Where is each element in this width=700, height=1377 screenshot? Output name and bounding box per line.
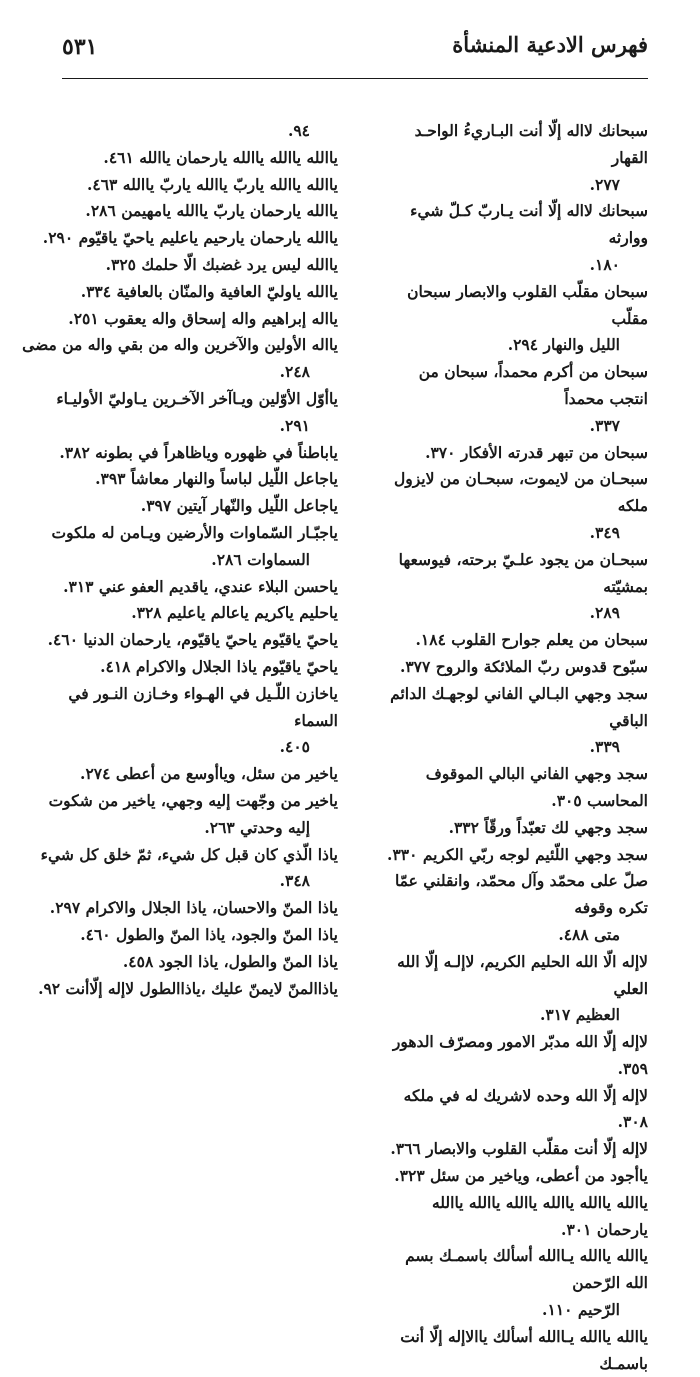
index-entry: ياخازن اللّـيل في الهـواء وخـازن النـور في السماء bbox=[68, 683, 338, 730]
index-entry-page: ٣٣٧. bbox=[589, 415, 620, 435]
index-entry-page: ٢٤٨. bbox=[279, 362, 310, 382]
page-header bbox=[62, 32, 648, 66]
index-entry: سجد وجهي الفاني البالي الموقوف المحاسب ٣٠٥. bbox=[425, 764, 648, 810]
index-entry: ياذاالمنّ لايمنّ عليك ،ياذاالطول لاإله إلّاأنت ٩٢. bbox=[38, 978, 338, 998]
index-entry-page: ٣٤٩. bbox=[589, 522, 620, 542]
index-entry-page: ٢٧٧. bbox=[589, 174, 620, 194]
index-entry: ياذا المنّ والجود، ياذا المنّ والطول ٤٦٠. bbox=[80, 924, 338, 944]
index-entry: سبحـان من لايموت، سبحـان من لايزول ملكه bbox=[394, 469, 648, 516]
header-rule bbox=[62, 78, 648, 79]
index-entry: ياذا المنّ والطول، ياذا الجود ٤٥٨. bbox=[122, 951, 338, 971]
index-entry: ياذا الّذي كان قبل كل شيء، ثمّ خلق كل شيء bbox=[40, 844, 338, 864]
index-entry-continuation: السماوات ٢٨٦. bbox=[211, 549, 310, 569]
index-entry-page: ٩٤. bbox=[287, 121, 310, 140]
index-entry: ياالله يارحمان يارحيم ياعليم ياحيّ ياقيّوم ٢٩٠. bbox=[42, 228, 338, 248]
index-column-right bbox=[378, 118, 648, 1373]
index-entry: ياأجود من أعطى، وياخير من سئل ٣٢٣. bbox=[394, 1166, 648, 1186]
index-entry: لاإله الّا الله الحليم الكريم، لاإلـه إلّا الله العلي bbox=[397, 951, 648, 998]
index-entry: سبحان من تبهر قدرته الأفكار ٣٧٠. bbox=[425, 442, 648, 462]
index-entry: يااله إبراهيم واله إسحاق واله يعقوب ٢٥١. bbox=[68, 308, 338, 328]
index-entry: سبحـان من يجود علـيّ برحته، فيوسعها بمشيّته bbox=[398, 549, 648, 596]
index-entry: لاإله إلّا الله مدبّر الامور ومصرّف الدهور ٣٥٩. bbox=[392, 1032, 648, 1078]
index-entry: ياجبّـار السّماوات والأرضين ويـامن له ملكوت bbox=[51, 522, 338, 542]
index-entry: ياالله ياالله يـاالله أسألك ياالاإله إلّا أنت باسمـك bbox=[400, 1326, 648, 1373]
index-entry: صلّ على محمّد وآل محمّد، وانقلني عمّا تكره وقوفه bbox=[394, 871, 648, 918]
index-entry-continuation: إليه وحدتي ٢٦٣. bbox=[204, 817, 310, 837]
running-title: فهرس الادعية المنشأة bbox=[452, 32, 648, 57]
index-entry: ياذا المنّ والاحسان، ياذا الجلال والاكرام ٢٩٧. bbox=[49, 898, 338, 918]
index-entry: سجد وجهي لك تعبّداً ورقّاً ٣٣٢. bbox=[448, 817, 648, 837]
index-entry: سجد وجهي اللّئيم لوجه ربّي الكريم ٣٣٠. bbox=[387, 844, 648, 864]
index-entry-page: ٣٤٨. bbox=[279, 871, 310, 891]
index-entry: سبّوح قدوس ربّ الملائكة والروح ٣٧٧. bbox=[399, 656, 648, 676]
index-entry: لاإله إلّا الله وحده لاشريك له في ملكه ٣٠٨. bbox=[403, 1085, 648, 1132]
index-entry: ياحيّ ياقيّوم ياذا الجلال والاكرام ٤١٨. bbox=[100, 656, 338, 676]
index-entry: ياجاعل اللّيل والنّهار آيتين ٣٩٧. bbox=[140, 496, 338, 516]
index-entry: سجد وجهي البـالي الفاني لوجهـك الدائم الباقي bbox=[390, 683, 648, 730]
index-entry: سبحانك لااله إلّا أنت يـاربّ كـلّ شيء ووارثه bbox=[410, 201, 648, 248]
index-entry: ياجاعل اللّيل لباساً والنهار معاشاً ٣٩٣. bbox=[95, 469, 338, 489]
index-entry: سبحان مقلّب القلوب والابصار سبحان مقلّب bbox=[407, 281, 648, 328]
index-entry: ياباطناً في ظهوره وياظاهراً في بطونه ٣٨٢. bbox=[59, 442, 338, 462]
index-entry: ياالله ياوليّ العافية والمنّان بالعافية ٣٣٤. bbox=[80, 281, 338, 301]
index-entry: سبحانك لااله إلّا أنت البـاريءُ الواحـد القهار bbox=[414, 121, 648, 167]
page-number: ٥٣١ bbox=[62, 34, 98, 60]
index-entry: لاإله إلّا أنت مقلّب القلوب والابصار ٣٦٦. bbox=[390, 1139, 648, 1159]
index-entry-page: ٢٨٩. bbox=[589, 603, 620, 623]
index-entry: ياأوّل الأوّلين ويـاآخر الآخـرين يـاوليّ الأوليـاء bbox=[56, 388, 338, 408]
index-entry: ياالله يارحمان ياربّ ياالله يامهيمن ٢٨٦. bbox=[85, 201, 338, 221]
index-entry: ياالله ياالله ياربّ ياالله ياربّ ياالله ٤٦٣. bbox=[86, 174, 338, 194]
index-entry: ياحليم ياكريم ياعالم ياعليم ٣٢٨. bbox=[131, 603, 338, 623]
index-entry-continuation: الليل والنهار ٢٩٤. bbox=[507, 335, 620, 355]
index-entry: ياالله ليس يرد غضبك الّا حلمك ٣٢٥. bbox=[105, 254, 338, 274]
index-entry: ياحسن البلاء عندي، ياقديم العفو عني ٣١٣. bbox=[63, 576, 338, 596]
index-entry-page: ٣٣٩. bbox=[589, 737, 620, 757]
index-entry-page: ١٨٠. bbox=[589, 254, 620, 274]
index-entry: ياالله ياالله ياالله ياالله ياالله ياالله يارحمان ٣٠١. bbox=[431, 1192, 648, 1239]
index-entry-continuation: متى ٤٨٨. bbox=[558, 924, 620, 944]
index-entry: يااله الأولين والآخرين واله من بقي واله من مضى bbox=[22, 335, 338, 355]
index-entry-continuation: الرّحيم ١١٠. bbox=[542, 1300, 620, 1320]
index-entry-page: ٢٩١. bbox=[279, 415, 310, 435]
index-entry: ياحيّ ياقيّوم ياحيّ ياقيّوم، يارحمان الدنيا ٤٦٠. bbox=[47, 630, 338, 650]
index-entry: ياالله ياالله ياالله يارحمان ياالله ٤٦١. bbox=[103, 147, 338, 167]
index-entry-page: ٤٠٥. bbox=[279, 737, 310, 757]
index-column-left bbox=[20, 118, 338, 998]
index-entry-continuation: العظيم ٣١٧. bbox=[539, 1005, 620, 1025]
index-entry: سبحان من أكرم محمداً، سبحان من انتجب محمداً bbox=[418, 362, 648, 408]
index-entry: سبحان من يعلم جوارح القلوب ١٨٤. bbox=[415, 630, 648, 650]
index-entry: ياخير من سئل، وياأوسع من أعطى ٢٧٤. bbox=[80, 764, 338, 784]
index-entry: ياخير من وجّهت إليه وجهي، ياخير من شكوت bbox=[48, 790, 338, 810]
index-entry: ياالله ياالله يـاالله أسألك باسمـك بسم الله الرّحمن bbox=[405, 1246, 648, 1293]
